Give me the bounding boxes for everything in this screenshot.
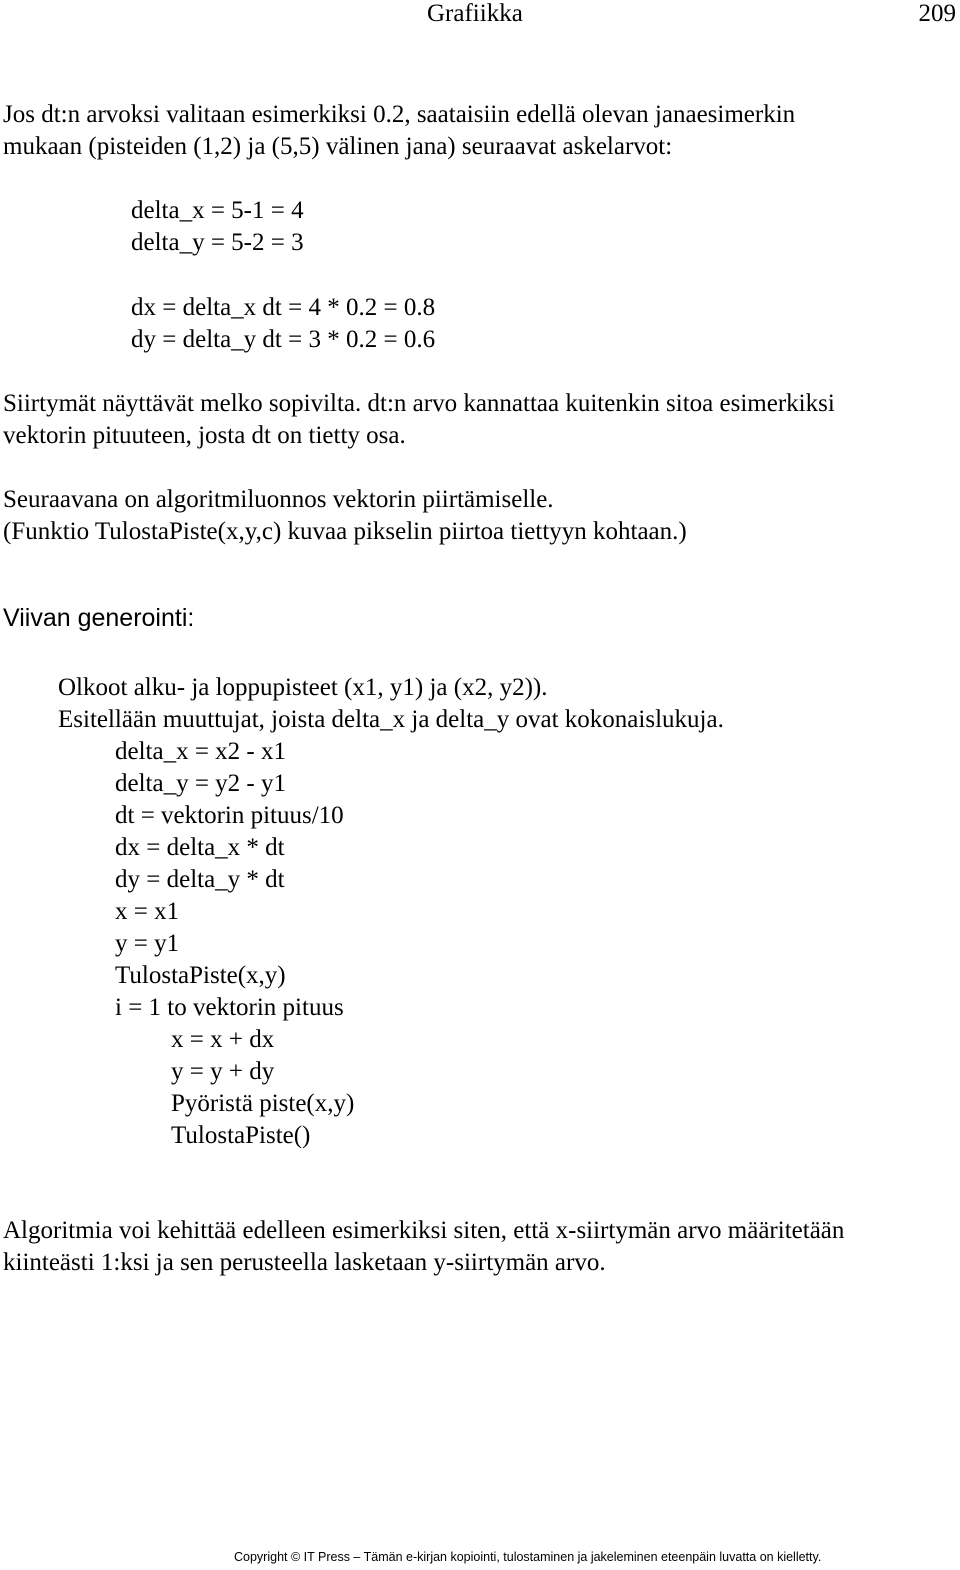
- algorithm-step: dy = delta_y * dt: [115, 866, 285, 893]
- algorithm-intro-line-1: Olkoot alku- ja loppupisteet (x1, y1) ja (x2, y2)).: [58, 674, 548, 701]
- algorithm-step: TulostaPiste(x,y): [115, 962, 286, 989]
- intro-line-2: mukaan (pisteiden (1,2) ja (5,5) välinen jana) seuraavat askelarvot:: [3, 133, 673, 160]
- running-header-title: Grafiikka: [427, 0, 523, 27]
- remark-line-1: Siirtymät näyttävät melko sopivilta. dt:n arvo kannattaa kuitenkin sitoa esimerkiksi: [3, 390, 835, 417]
- delta-y-formula: delta_y = 5-2 = 3: [131, 229, 304, 256]
- section-heading: Viivan generointi:: [3, 604, 195, 632]
- algorithm-step: delta_x = x2 - x1: [115, 738, 287, 765]
- loop-step: x = x + dx: [171, 1026, 275, 1053]
- algorithm-step: i = 1 to vektorin pituus: [115, 994, 344, 1021]
- algorithm-intro: [58, 672, 724, 736]
- loop-step: y = y + dy: [171, 1058, 275, 1085]
- next-line-1: Seuraavana on algoritmiluonnos vektorin piirtämiselle.: [3, 486, 554, 513]
- dx-formula: dx = delta_x dt = 4 * 0.2 = 0.8: [131, 294, 436, 321]
- algorithm-step: delta_y = y2 - y1: [115, 770, 287, 797]
- loop-step: Pyöristä piste(x,y): [171, 1090, 355, 1117]
- copyright-footer: Copyright © IT Press – Tämän e-kirjan kopiointi, tulostaminen ja jakeleminen eteenpäin luvatta on kielletty.: [234, 1550, 822, 1564]
- page-number: 209: [918, 0, 956, 27]
- algorithm-step: x = x1: [115, 898, 180, 925]
- closing-paragraph: [3, 1215, 844, 1279]
- step-formulas: [131, 292, 435, 356]
- dy-formula: dy = delta_y dt = 3 * 0.2 = 0.6: [131, 326, 436, 353]
- loop-body: [171, 1024, 354, 1152]
- algorithm-steps: [115, 736, 344, 1024]
- closing-line-1: Algoritmia voi kehittää edelleen esimerkiksi siten, että x-siirtymän arvo määritetään: [3, 1217, 845, 1244]
- loop-step: TulostaPiste(): [171, 1122, 311, 1149]
- intro-line-1: Jos dt:n arvoksi valitaan esimerkiksi 0.2, saataisiin edellä olevan janaesimerkin: [3, 101, 796, 128]
- algorithm-step: y = y1: [115, 930, 180, 957]
- remark-paragraph: [3, 388, 835, 452]
- delta-formulas: [131, 195, 304, 259]
- algorithm-step: dx = delta_x * dt: [115, 834, 285, 861]
- remark-line-2: vektorin pituuteen, josta dt on tietty osa.: [3, 422, 406, 449]
- closing-line-2: kiinteästi 1:ksi ja sen perusteella lasketaan y-siirtymän arvo.: [3, 1249, 606, 1276]
- next-paragraph: [3, 484, 687, 548]
- algorithm-step: dt = vektorin pituus/10: [115, 802, 344, 829]
- intro-paragraph: [3, 99, 795, 163]
- delta-x-formula: delta_x = 5-1 = 4: [131, 197, 304, 224]
- algorithm-intro-line-2: Esitellään muuttujat, joista delta_x ja delta_y ovat kokonaislukuja.: [58, 706, 724, 733]
- next-line-2: (Funktio TulostaPiste(x,y,c) kuvaa pikselin piirtoa tiettyyn kohtaan.): [3, 518, 687, 545]
